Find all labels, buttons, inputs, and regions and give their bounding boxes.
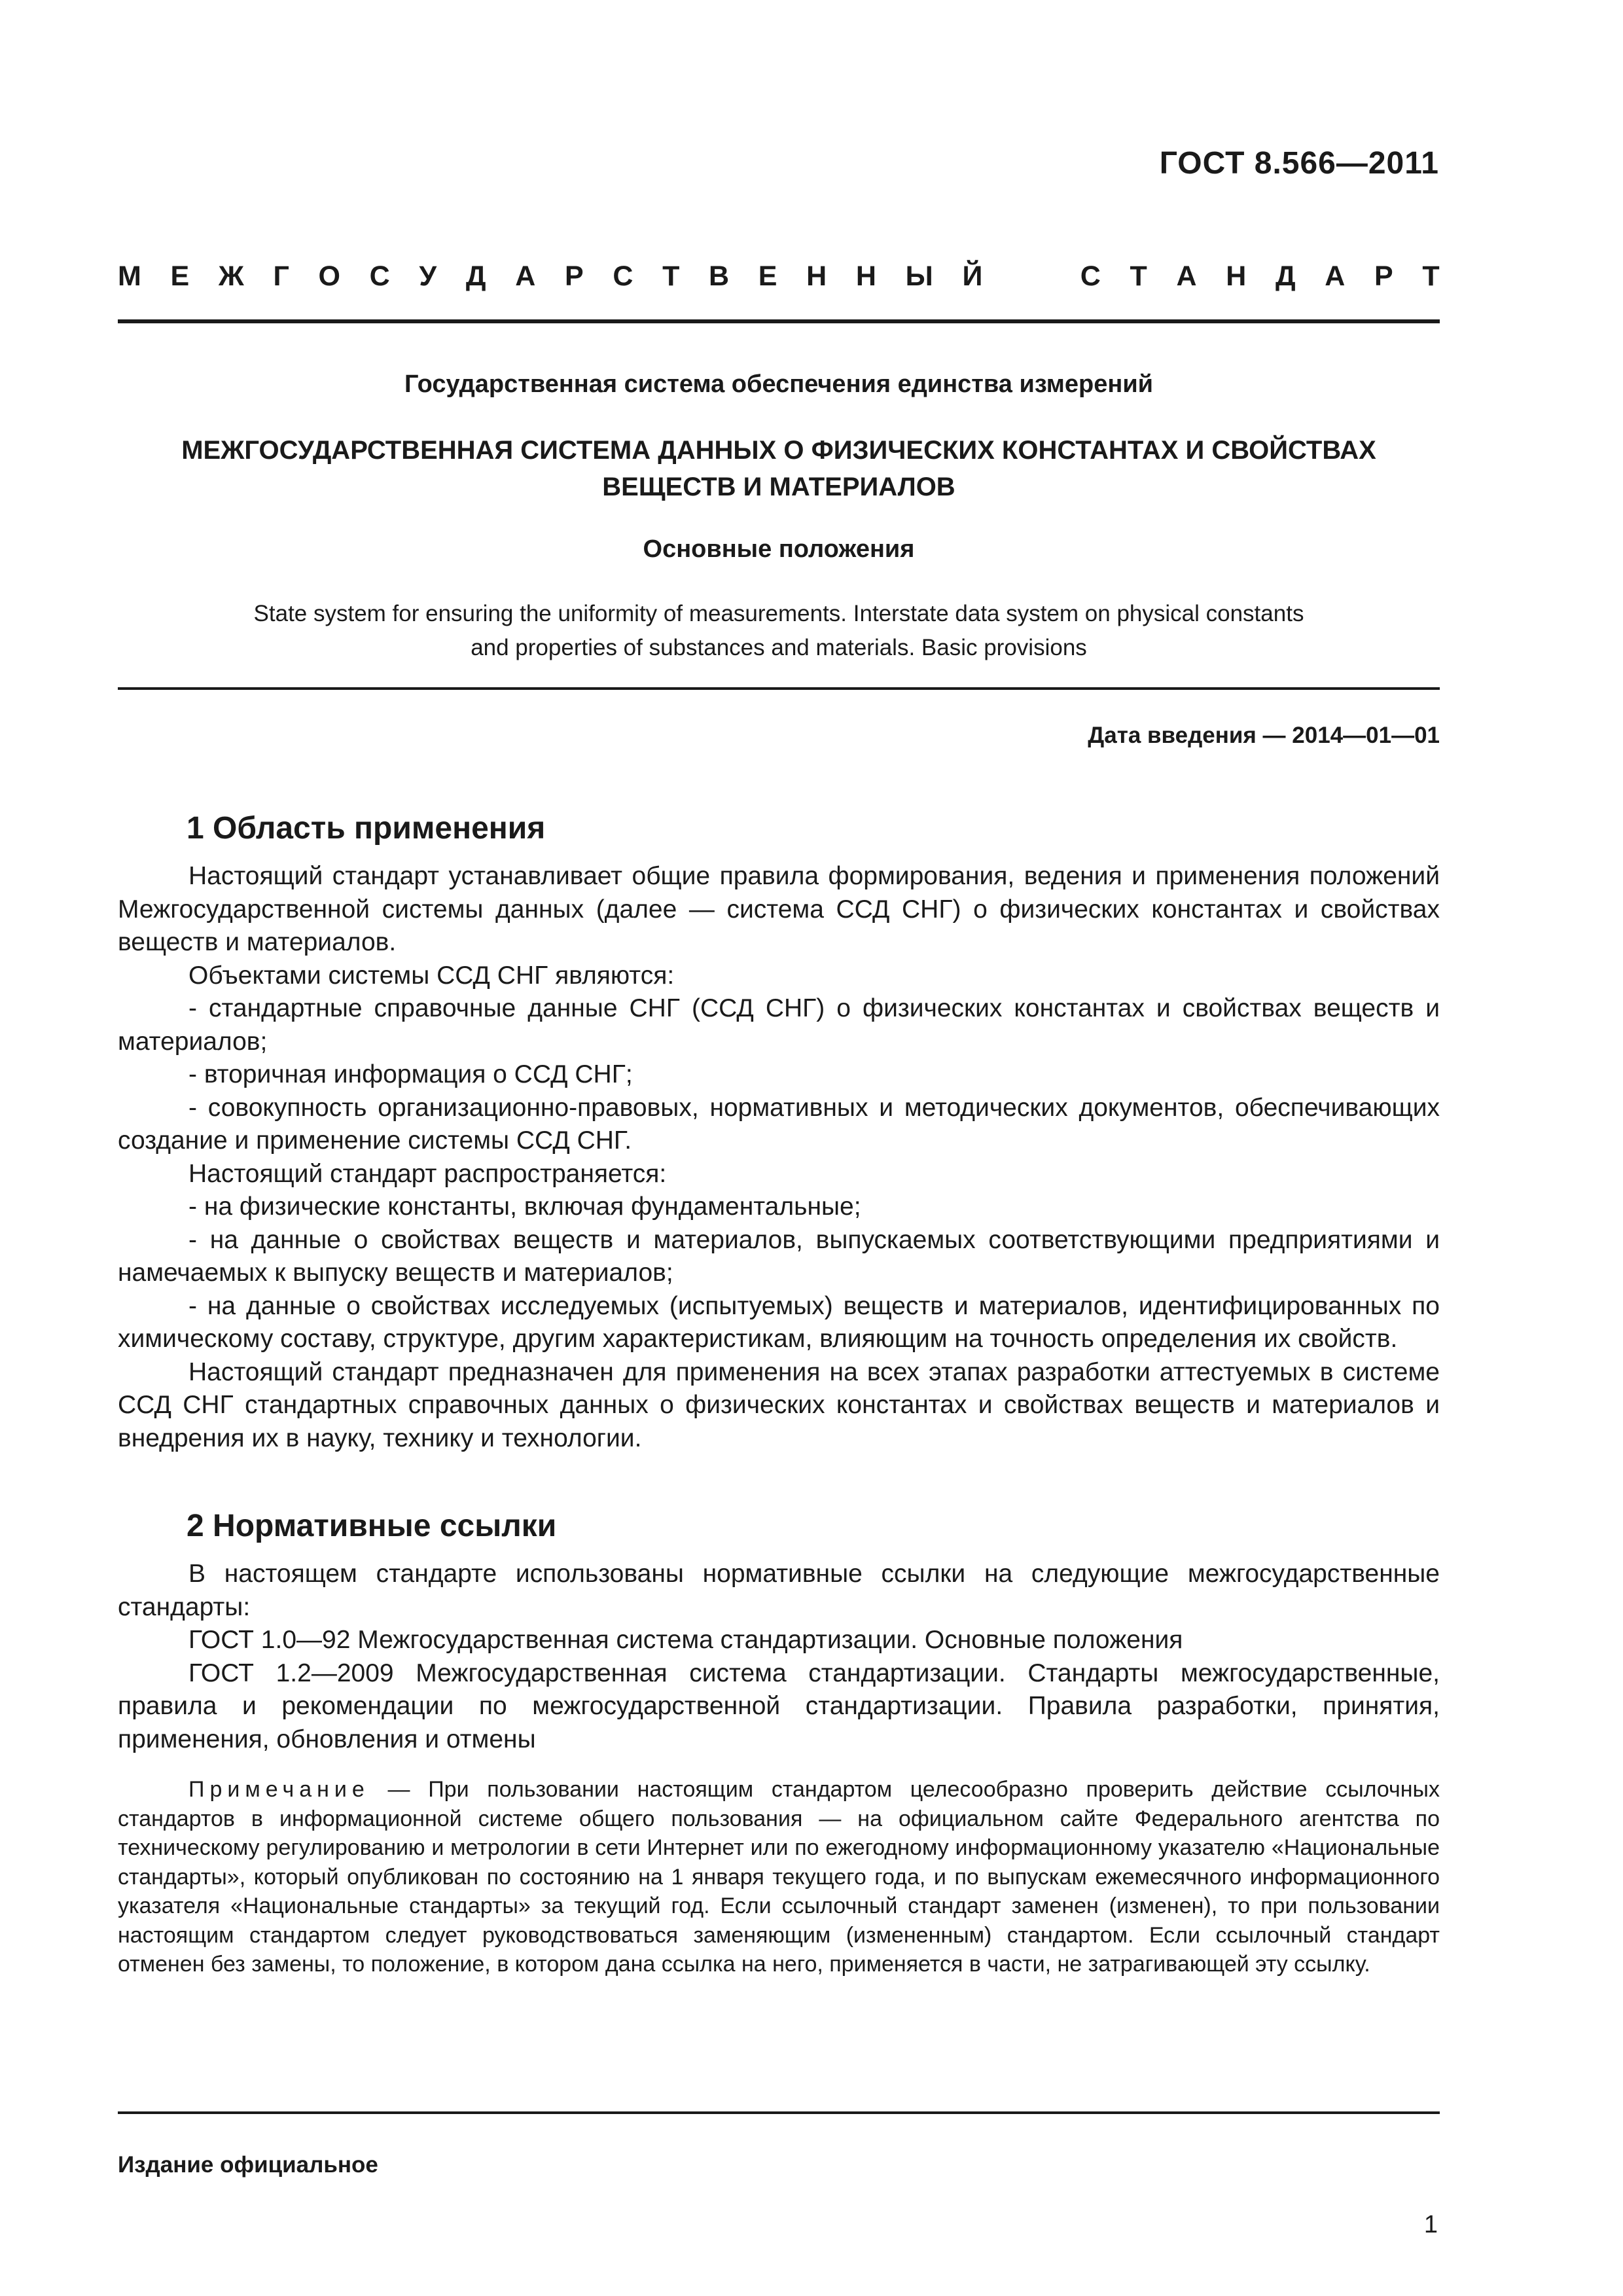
document-subtitle: Основные положения xyxy=(643,535,915,563)
document-title xyxy=(118,432,1440,505)
english-title-line-1: State system for ensuring the uniformity of measurements. Interstate data system on physical constants xyxy=(253,601,1304,626)
list-item: - на данные о свойствах веществ и материалов, выпускаемых соответствующими предприятиями и намечаемых к выпуску веществ и материалов; xyxy=(118,1225,1440,1287)
note-label: Примечание xyxy=(188,1777,370,1802)
reference-item: ГОСТ 1.0—92 Межгосударственная система стандартизации. Основные положения xyxy=(188,1626,1183,1654)
heading-letter: Д xyxy=(465,260,486,292)
heading-letter: Т xyxy=(662,260,680,292)
heading-letter: Д xyxy=(1275,260,1296,292)
list-item: - стандартные справочные данные СНГ (ССД СНГ) о физических константах и свойствах веществ и материалов; xyxy=(118,994,1440,1056)
interstate-standard-heading xyxy=(118,260,1440,293)
footer-rule xyxy=(118,2111,1440,2114)
section-1-heading: 1 Область применения xyxy=(187,811,546,846)
heading-letter: Т xyxy=(1130,260,1147,292)
heading-letter: С xyxy=(613,260,633,292)
document-title-line-1: МЕЖГОСУДАРСТВЕННАЯ СИСТЕМА ДАННЫХ О ФИЗИЧЕСКИХ КОНСТАНТАХ И СВОЙСТВАХ xyxy=(181,436,1376,465)
heading-letter: Р xyxy=(564,260,584,292)
heading-letter: А xyxy=(515,260,536,292)
heading-letter: А xyxy=(1176,260,1197,292)
heading-letter: Н xyxy=(806,260,827,292)
note-text: — При пользовании настоящим стандартом целесообразно проверить действие ссылочных стандартов в информационной системе общего пользования — на официальном сайте Федерального агентства по техническому регулированию и метрологии в сети Интернет или по ежегодному информационному указателю «Национальные стандарты», который опубликован по состоянию на 1 января текущего года, и по выпускам ежемесячного информационного указателя «Национальные стандарты» за текущий год. Если ссылочный стандарт заменен (изменен), то при пользовании настоящим стандартом следует руководствоваться заменяющим (измененным) стандартом. Если ссылочный стандарт отменен без замены, то положение, в котором дана ссылка на него, применяется в части, не затрагивающей эту ссылку. xyxy=(118,1777,1440,1977)
section-2-heading: 2 Нормативные ссылки xyxy=(187,1509,557,1543)
paragraph: Настоящий стандарт распространяется: xyxy=(188,1159,667,1188)
heading-letter: Е xyxy=(170,260,190,292)
title-rule xyxy=(118,687,1440,690)
heading-letter: Т xyxy=(1422,260,1440,292)
heading-letter: В xyxy=(709,260,730,292)
heading-letter: Р xyxy=(1374,260,1393,292)
heading-letter: Н xyxy=(855,260,876,292)
heading-letter: Г xyxy=(273,260,289,292)
heading-letter: Н xyxy=(1226,260,1247,292)
list-item: - совокупность организационно-правовых, нормативных и методических документов, обеспечивающих создание и применение системы ССД СНГ. xyxy=(118,1093,1440,1155)
document-title-line-2: ВЕЩЕСТВ И МАТЕРИАЛОВ xyxy=(602,473,955,501)
paragraph: Объектами системы ССД СНГ являются: xyxy=(188,961,675,990)
paragraph: Настоящий стандарт устанавливает общие правила формирования, ведения и применения положений Межгосударственной системы данных (далее — система ССД СНГ) о физических константах и свойствах веществ и материалов. xyxy=(118,862,1440,956)
heading-letter: С xyxy=(1080,260,1101,292)
heading-word-gap xyxy=(1012,260,1051,293)
reference-item: ГОСТ 1.2—2009 Межгосударственная система стандартизации. Стандарты межгосударственные, правила и рекомендации по межгосударственной стандартизации. Правила разработки, принятия, применения, обновления и отмены xyxy=(118,1659,1440,1753)
gost-number: ГОСТ 8.566—2011 xyxy=(1159,146,1439,181)
list-item: - на физические константы, включая фундаментальные; xyxy=(188,1193,861,1221)
heading-letter: М xyxy=(118,260,141,292)
heading-letter: Е xyxy=(758,260,777,292)
system-title: Государственная система обеспечения единства измерений xyxy=(404,370,1154,398)
note-block xyxy=(118,1775,1440,1979)
introduction-date: Дата введения — 2014—01—01 xyxy=(1088,723,1440,748)
heading-letter: С xyxy=(369,260,390,292)
edition-label: Издание официальное xyxy=(118,2152,378,2178)
list-item: - вторичная информация о ССД СНГ; xyxy=(188,1060,633,1088)
section-1-body xyxy=(118,860,1440,1455)
heading-letter: Ж xyxy=(218,260,244,292)
heading-letter: А xyxy=(1325,260,1346,292)
heading-letter: Ы xyxy=(905,260,933,292)
paragraph: В настоящем стандарте использованы нормативные ссылки на следующие межгосударственные стандарты: xyxy=(118,1560,1440,1621)
header-rule xyxy=(118,319,1440,323)
heading-letter: Й xyxy=(962,260,983,292)
english-title-line-2: and properties of substances and materials. Basic provisions xyxy=(471,635,1087,660)
heading-letter: О xyxy=(318,260,340,292)
list-item: - на данные о свойствах исследуемых (испытуемых) веществ и материалов, идентифицированных по химическому составу, структуре, другим характеристикам, влияющим на точность определения их свойств. xyxy=(118,1291,1440,1353)
section-2-body xyxy=(118,1558,1440,1756)
paragraph: Настоящий стандарт предназначен для применения на всех этапах разработки аттестуемых в системе ССД СНГ стандартных справочных данных о физических константах и свойствах веществ и материалов и внедрения их в науку, технику и технологии. xyxy=(118,1357,1440,1452)
heading-letter: У xyxy=(419,260,437,292)
note-paragraph xyxy=(118,1775,1440,1979)
english-title xyxy=(118,597,1440,665)
page-number: 1 xyxy=(1423,2211,1438,2238)
